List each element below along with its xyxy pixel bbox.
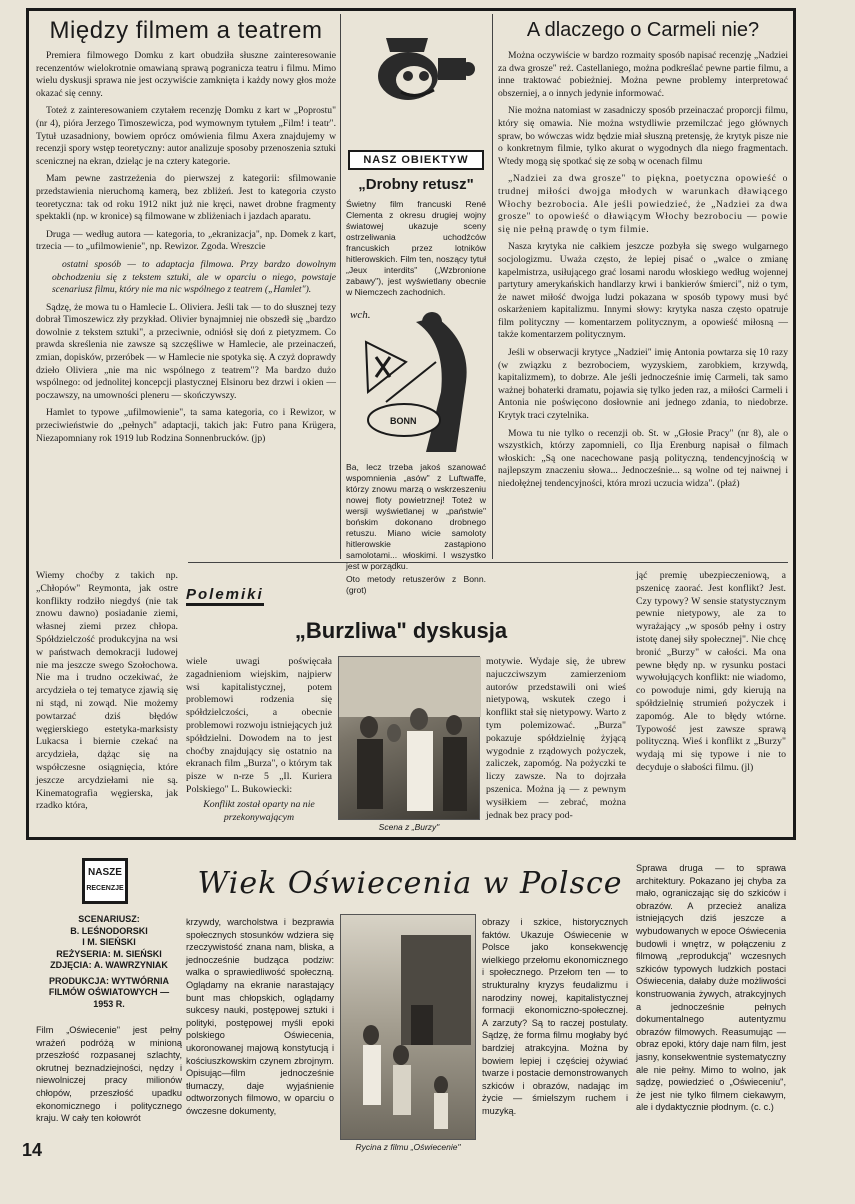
- nasze-recenzje-badge: [82, 858, 128, 904]
- cartoon-illustration-top: [346, 18, 486, 150]
- wiek-title-box: [190, 866, 630, 910]
- wiek-credits: [40, 914, 178, 1024]
- cartoon-title: „Drobny retusz": [358, 176, 474, 193]
- credit-line: I M. SIEŃSKI: [82, 937, 136, 947]
- cartoon-column: [346, 18, 486, 595]
- section-divider: [188, 562, 788, 563]
- wiek-col-2: krzywdy, warcholstwa i bezprawia społecznych stosunków wdziera się rzeczywistość znana nam, bliska, a jednocześnie budząca podziw: walka o sprawiedliwość społeczną. Oglądamy na ekranie narastający bunt mas chłopskich, oglądamy sukcesy nauki, postępowej sztuki i polityki, postępowej myśli epoki polskiego Oświecenia, ukoronowanej majową konstytucją i kościuszkowskim czynem zbrojnym. Opisując—film jednocześnie tłumaczy, daje wyjaśnienie odtworzonych filmowo, w oparciu o ówczesne dokumenty,: [186, 917, 334, 1116]
- page-number: 14: [22, 1140, 43, 1160]
- badge-bottom-text: RECENZJE: [86, 885, 124, 892]
- paragraph: Nasza krytyka nie całkiem jeszcze pozbyła się swego wulgarnego socjologizmu. Uważa często, że lepiej pisać o „walce o zmianę kapelmistrza, usiłującego grać losami narodu włoskiego według wojennej partytury amerykańskich handlarzy krwi i bankierów śmierci", niż o tym, że nawet miłość dwojga ludzi pokazana w sposób typowy musi być oskarżeniem kapitalizmu. Innymi słowy: krytyka nasza często opatruje film polityczny — komentarzem politycznym, a opowieść miłosną — także komentarzem politycznym.: [498, 241, 788, 341]
- paragraph: Druga — według autora — kategoria, to „ekranizacja", np. Domek z kart, trzecia — to „ufilmowienie", np. Rewizor. Zgoda. Wreszcie: [36, 228, 336, 253]
- polemiki-col2-quote: Konflikt został oparty na nie przekonywającym: [203, 798, 315, 823]
- polemiki-col-1: Wiemy choćby z takich np. „Chłopów" Reymonta, jak ostre konflikty rodziło niegdyś (nie tak znowu dawno) posiadanie ziemi, własnej ziemi przez chłopa. Spółdzielczość produkcyjna na wsi w państwach demokracji ludowej nie ma jeszcze swego Szołochowa. Nie ma i trudno oczekiwać, że arcydzieła o tej tematyce zjawią się ni stąd, ni zowąd. Nie możemy powtarzać dziś błędów węgierskiego estetyka-marksisty Lukacsa i biernie czekać na arcydzieła, dążąc się na współczesne osiągnięcia, które jeszcze arcydziełami nie są. Kinematografia węgierska, jak rzadko która,: [36, 570, 178, 812]
- illustration-caption: Rycina z filmu „Oświecenie": [355, 1142, 461, 1152]
- paragraph: „Nadziei za dwa grosze" to piękna, poetyczna opowieść o trudnej miłości dwojga młodych w warunkach dławiącego Włochy bezrobocia. Ale jeśli powiedzieć, że „Nadziei za dwa grosze" to opowieść o dławiącym Włochy bezrobociu — powie się nie pełną prawdę o tym filmie.: [498, 173, 788, 235]
- credit-line: B. LEŚNODORSKI: [70, 925, 148, 936]
- credit-line: ZDJĘCIA: A. WAWRZYNIAK: [50, 960, 168, 970]
- credit-line: REŻYSERIA: M. SIEŃSKI: [56, 948, 162, 959]
- paragraph: Premiera filmowego Domku z kart obudziła słuszne zainteresowanie recenzentów wielokrotnie omawianą sprawą pogranicza teatru i filmu. Mimo wielu dyskusji sprawa nie jest oczywiście zamknięta i każdy nowy głos może okazać się cenny.: [36, 50, 336, 99]
- article-title: Między filmem a teatrem: [49, 17, 323, 44]
- badge-top-text: NASZE: [88, 867, 122, 878]
- paragraph: Mowa tu nie tylko o recenzji ob. St. w „Głosie Pracy" (nr 8), ale o wszystkich, którzy zapomnieli, co Ilja Erenburg napisał o filmach włoskich: „Są one nacechowane pasją polityczną, tendencyjnością w najlepszym znaczeniu słowa... Jednocześnie... są wolne od tej naiwnej i niedołężnej tendencyjności, która mrozi uczucia widza". (płaź): [498, 427, 788, 489]
- paragraph: Nie można natomiast w zasadniczy sposób przeinaczać proporcji filmu, który się omawia. Nie można wstydliwie przemilczać jego głównych spraw, bo wówczas widz będzie miał słuszną pretensję, że krytyk pisze nie o konkretnym filmie, tylko akurat o wygodnych dla niego fragmentach. Wtedy mogą się spotkać się ze sobą w ocenach filmu: [498, 105, 788, 167]
- cartoon-caption-top: Świetny film francuski René Clementa z okresu drugiej wojny światowej ukazuje sceny ostrzeliwania uchodźców francuskich przez lotników hitlerowskich. Film ten, noszący tytuł „Jeux interdits" („Wzbronione zabawy"), jest wyświetlany obecnie w Niemczech zachodnich.: [346, 199, 486, 297]
- column-divider: [492, 14, 493, 559]
- polemiki-col2-text: wiele uwagi poświęcała zagadnieniom wiejskim, najpierw wsi kapitalistycznej, potem problemowi rodzenia się spółdzielczości, a obecnie problemowi rozwoju istniejących już spółdzielni. Dowodem na to jest choćby znajdujący się ostatnio na ekranach film „Burza", o którym tak pisze w n-rze 5 „Il. Kuriera Polskiego" L. Bukowiecki:: [186, 656, 332, 795]
- polemiki-label-box: [186, 586, 286, 608]
- credit-line: SCENARIUSZ:: [78, 914, 140, 924]
- paragraph: Toteż z zainteresowaniem czytałem recenzję Domku z kart w „Poprostu" (nr 4), pióra Jerzego Timoszewicza, pod wymownym tytułem „Film! i teatr". Tytuł uzasadniony, bowiem oprócz omówienia filmu Axera znajdujemy w recenzji spory wstęp teoretyczny: autor analizuje sposoby przenoszenia sztuki scenicznej na ekran, dzieląc je na cztery kategorie.: [36, 105, 336, 167]
- polemiki-col-2: [186, 656, 332, 836]
- nasz-obiektyw-badge: NASZ OBIEKTYW: [348, 150, 484, 170]
- polemiki-title: „Burzliwa" dyskusja: [294, 618, 508, 643]
- storm-photo-caption: Scena z „Burzy": [378, 822, 440, 832]
- paragraph: Jeśli w obserwacji krytyce „Nadziei" imię Antonia powtarza się 10 razy (w związku z bezrobociem, wyzyskiem, zarobkiem, krzywdą, kapitalizmem), to dobrze. Ale jeśli jednocześnie imię Carmeli, tak samo ważnej bohaterki dramatu, pojawia się tylko jeden raz, a miłości Carmeli i Antonia nie poświęcono dosłownie ani jednego zdania, to niedobrze. Krytyk traci czytelnika.: [498, 347, 788, 422]
- wiek-col-1: Film „Oświecenie" jest pełny wrażeń podróżą w minioną przeszłość rozpasanej szlachty, okrutnej beznadziejności, nędzy i niewolniczej pracy milionów chłopów, przeszłość upadku ekonomicznego i politycznego kraju. W cały ten kołowrót: [36, 1025, 182, 1124]
- polemiki-col-3: motywie. Wydaje się, że ubrew najuczciwszym zamierzeniom autorów przedstawili oni wieś nietypową, wskutek czego i konflikt stał się nietypowy. Warto z tym polemizować. „Burza" pokazuje spółdzielnię żyjącą wygodnie z rządowych pożyczek, zaliczek, zapomóg. Na pożyczki te liczy zawsze. Na to dojrzała pszenica. Można ją — z pewnym wysiłkiem — zebrać, można jednak bez pracy pod-: [486, 656, 626, 821]
- article-film-teatr: [36, 18, 336, 558]
- cartoon-signature: wch.: [350, 309, 371, 321]
- article-carmela: [498, 18, 788, 558]
- storm-photo: [338, 656, 480, 820]
- cameraman-cartoon: [346, 18, 486, 150]
- polemiki-title-box: [186, 618, 616, 648]
- article-body: [36, 50, 336, 445]
- enlightenment-illustration: [340, 914, 476, 1140]
- polemiki-col-4: jąć premię ubezpieczeniową, a pszenicę zaorać. Jest konflikt? Jest. Czy typowy? W sensie statystycznym pewnie nietypowy, ale za to wyrażający „w sposób pełny i ostry istotę danej siły społecznej". Nie chcę bronić „Burzy" w całości. Ma ona pewne błędy np. w rysunku postaci wywołujących konflikt: nie wiadomo, co powoduje nimi, gdy kierują na spółdzielnię strumień pożyczek i zapomóg. Ale to błędy wtórne. Typowość jest zawsze sprawą polityczną. Wieś i konflikt z „Burzy" wydają mi się typowe i nie to decyduje o słabości filmu. (jl): [636, 570, 786, 773]
- cartoon-caption-end: Oto metody retuszerów z Bonn. (grot): [346, 574, 486, 595]
- cartoon-illustration-bottom: [346, 302, 486, 460]
- credit-line: 1953 R.: [93, 998, 125, 1009]
- column-divider: [340, 14, 341, 559]
- paragraph: Można oczywiście w bardzo rozmaity sposób napisać recenzję „Nadziei za dwa grosze" reż. Castellaniego, można podkreślać pewne partie filmu, a inne traktować pobieżniej. Można pewne problemy interpretować obszerniej, a o innych jedynie informować.: [498, 50, 788, 99]
- wiek-col-4: Sprawa druga — to sprawa architektury. Pokazano jej chyba za mało, ograniczając się do szkiców i obrazów. A przecież analiza istniejących dziś jeszcze a wybudowanych w epoce Oświecenia budowli i wnętrz, w połączeniu z filmową „reprodukcją" wczesnych szkiców typowych ludzkich postaci Oświecenia, dałaby duże możliwości konstruowania żywych, atrakcyjnych a jednocześnie pełnych dokumentalnego autentyzmu obrazów filmowych. Reasumując — obraz epoki, który daje nam film, jest jasny, konsekwentnie systematyczny ale nie pełny. Mimo to wolno, jak sądzę, powiedzieć o „Oświeceniu", że jest nie tylko filmem ciekawym, ale i dydaktycznie płodnym. (c. c.): [636, 863, 786, 1113]
- paragraph: Mam pewne zastrzeżenia do pierwszej z kategorii: sfilmowanie przedstawienia nieruchomą kamerą, bez zbliżeń. Jest to kategoria czysto teoretyczna: tak od roku 1912 nikt już nie kręci, nawet drobne fragmenty spektakli (np. w kronice) są filmowane w zbliżeniach i jazdach aparatu.: [36, 173, 336, 223]
- crowd-silhouette: [339, 657, 481, 821]
- article-title: A dlaczego o Carmeli nie?: [526, 19, 760, 41]
- paragraph: Sądzę, że mowa tu o Hamlecie L. Oliviera. Jeśli tak — to do słusznej tezy dobrał Timoszewicz zły przykład. Olivier bynajmniej nie obszedł się „bardzo dowolnie z tekstem sztuki", a przeciwnie, odniósł się doń z pietyzmem. Co prawda skreślenia nie zawsze są szczęśliwe w Hamlecie, ale przeinaczeń, zmian, dopisków, przeróbek — w Hamlecie nie spotyka się. A czyż doprawdy dzieło Oliviera „nie ma nic wspólnego z teatrem"? Ma bardzo dużo wspólnego: od jednolitej koncepcji plastycznej Elsinoru bez drzwi i okien — poczawszy, na umowności pleneru — skończywszy.: [36, 301, 336, 401]
- cartoon-caption-bottom: Ba, lecz trzeba jakoś szanować wspomnienia „asów" z Luftwaffe, którzy znowu marzą o wskrzeszeniu nowej floty powietrznej! Toteż w wersji wyświetlanej w „państwie" bońskim dokonano drobnego retuszu. Miano wicie samoloty hitlerowskie zastąpiono samolotami... włoskimi. I wszystko jest w porządku.: [346, 462, 486, 571]
- wiek-title: Wiek Oświecenia w Polsce: [197, 866, 623, 901]
- article-body: [498, 50, 788, 491]
- paragraph-quote: ostatni sposób — to adaptacja filmowa. Przy bardzo dowolnym obchodzeniu się z tekstem sztuki, ale w oparciu o niego, powstaje scenariusz filmu, który nie ma nic wspólnego z teatrem („Hamlet").: [52, 258, 336, 296]
- credit-line: PRODUKCJA: WYTWÓRNIA: [49, 975, 169, 986]
- bonn-label: BONN: [390, 416, 417, 426]
- wiek-col-3: obrazy i szkice, historycznych faktów. Ukazuje Oświecenie w Polsce jako konsekwencję wielkiego przełomu ekonomicznego i społecznego. Przełom ten — to strukturalny kryzys feudalizmu i narodziny nowej, kapitalistycznej formacji ekonomiczno-społecznej. A zarzuty? Są to raczej postulaty. Sądzę, że forma filmu mogłaby być bardziej atrakcyjna. Można by bowiem lepiej i częściej ożywiać twarze i postacie demonstrowanych szkiców i obrazów, nadając im życie — śmielszym ruchem i muzyką.: [482, 917, 628, 1116]
- credit-line: FILMÓW OŚWIATOWYCH —: [48, 987, 170, 997]
- peasants-engraving: [341, 915, 477, 1141]
- painter-cartoon: [346, 302, 486, 460]
- paragraph: Hamlet to typowe „ufilmowienie", ta sama kategoria, co i Rewizor, w przeciwieństwie do „pełnych" adaptacji, takich jak: Futro pana Krügera, Niezapomniany rok 1919 lub Rodzina Sonnenbrucków. (jp): [36, 407, 336, 444]
- polemiki-label: Polemiki: [186, 586, 264, 606]
